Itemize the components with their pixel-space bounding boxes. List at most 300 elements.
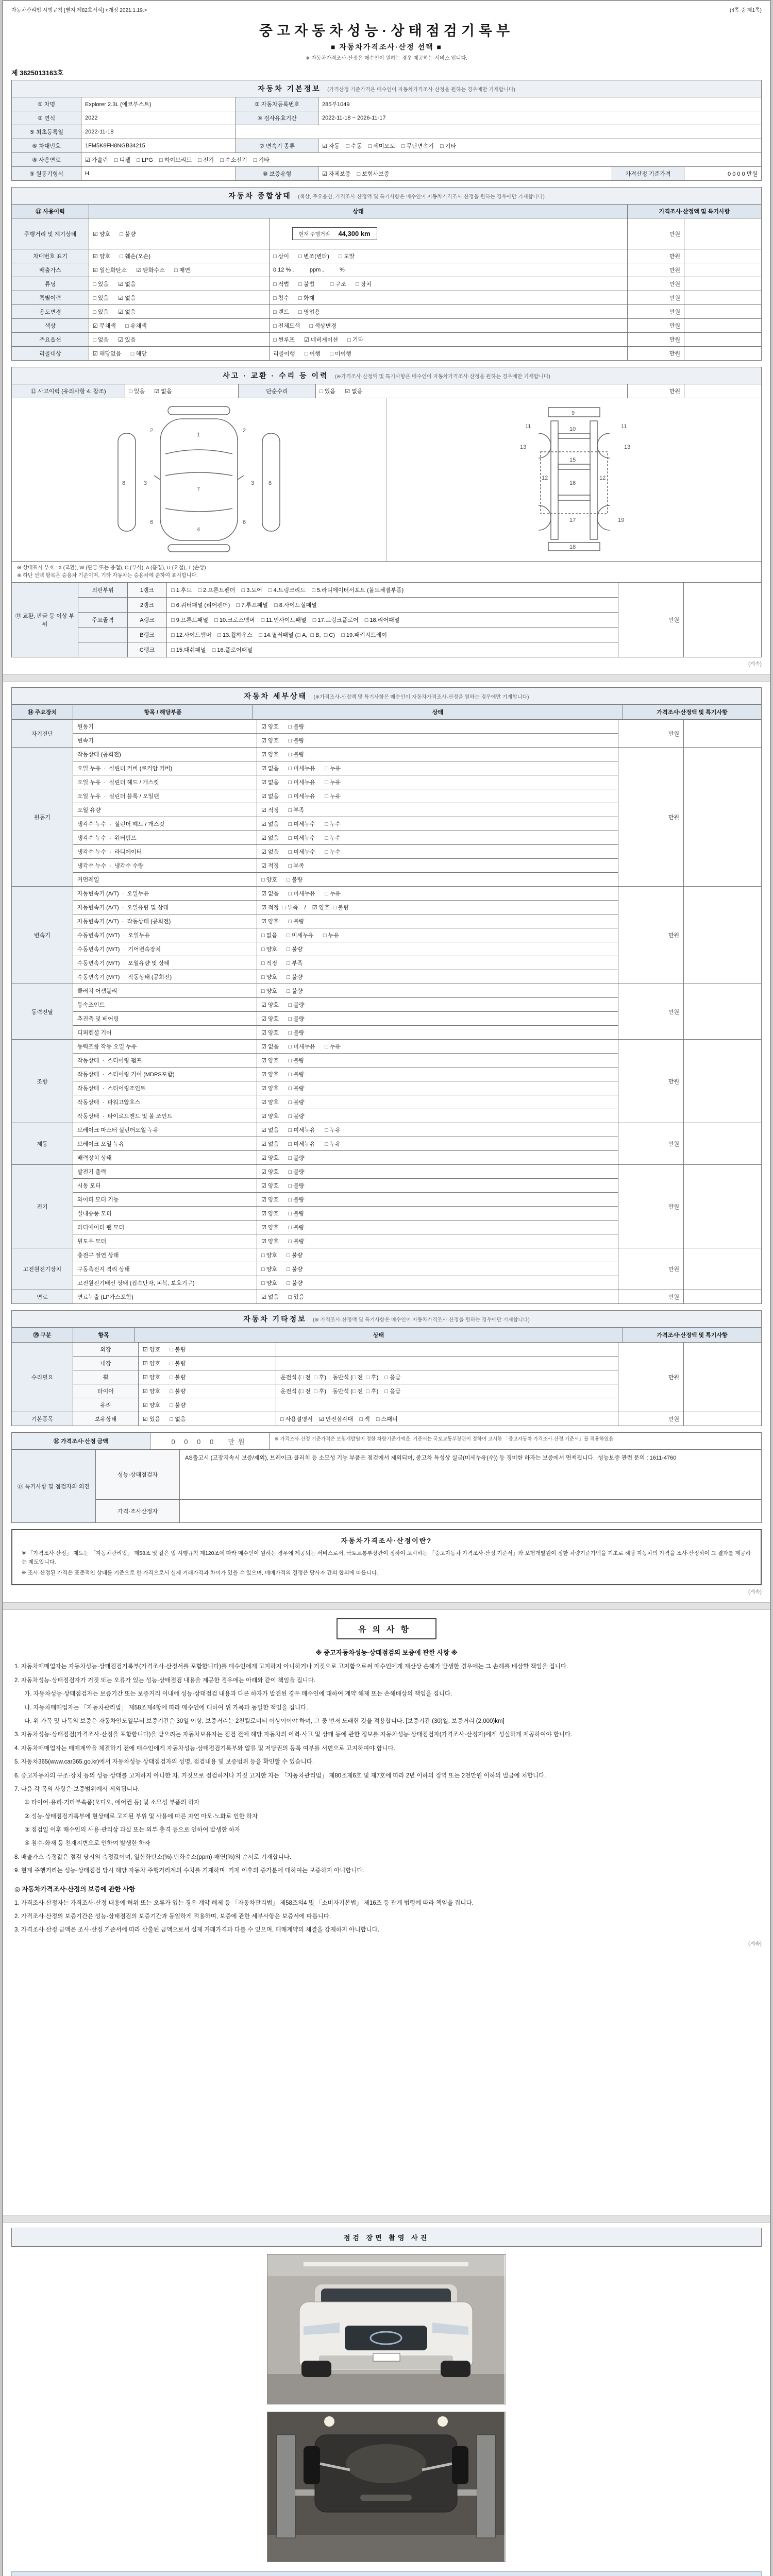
etc-state: ☑ 양호 □ 불량 — [139, 1370, 276, 1384]
row-extra: □ 적법 □ 불법 □ 구조 □ 장치 — [270, 277, 628, 291]
notice-line: 7. 다음 각 목의 사항은 보증범위에서 제외됩니다. — [14, 1786, 140, 1792]
detail-state: ☑ 양호 □ 불량 — [261, 1113, 305, 1120]
detail-row — [73, 887, 618, 901]
row-note — [684, 333, 761, 347]
etc-col-item: 항목 — [73, 1328, 135, 1342]
notice-line: 다. 위 가목 및 나목의 보증은 자동차인도일부터 보증기간은 30일 이상, 보증거리는 2천킬로미터 이상이어야 하며, 그 중 먼저 도래한 것을 적용합니다. [보증기간 (30)일, 보증거리 (2,000)km] — [14, 1718, 505, 1724]
detail-state: ☑ 양호 □ 불량 — [261, 1155, 305, 1161]
car-underbody-icon — [463, 402, 685, 557]
detail-item: 브레이크 오일 누유 — [73, 1137, 257, 1150]
row-price: 만원 — [627, 305, 684, 319]
row-state: □ 있음 ☑ 없음 — [89, 305, 270, 319]
notice-line: ③ 점검일 이후 매수인의 사용·관리상 과실 또는 외부 충격 등으로 인하여 발생한 하자 — [14, 1827, 241, 1834]
warranty-value: ☑ 자체보증 □ 보험사보증 — [318, 167, 612, 181]
detail-row — [73, 734, 618, 747]
detail-item: 작동상태 · 파워고압호스 — [73, 1095, 257, 1109]
etc-item: 휠 — [73, 1370, 139, 1384]
detail-row — [73, 1179, 618, 1193]
detail-item: 자동변속기 (A/T) · 오일누유 — [73, 887, 257, 900]
odometer-cell — [270, 218, 628, 249]
continued-marker: (계속) — [748, 662, 762, 667]
document-sheet — [3, 0, 770, 2576]
detail-section-engine: 원동기 작동상태 (공회전) ☑ 양호 □ 불량 오일 누유 · 실린더 커버 (로커암 커버) ☑ 없음 □ 미세누유 □ 누유 오일 누유 · 실린더 헤드 / 개스킷 ☑ 없음 □ 미세누유 □ 누유 오일 누유 · 실린더 블록 / 오일팬 ☑ 없음 □ 미세누유 □ 누유 오일 유량 ☑ 적정 □ 부족 냉각수 누수 · 실린더 헤드 / 개스킷 ☑ 없음 □ 미세누수 □ 누수 냉각수 누수 · 워터펌프 ☑ 없음 □ 미세누수 □ 누수 냉각수 누수 · 라디에이터 ☑ 없음 □ 미세누수 □ 누수 냉각수 누수 · 냉각수 수량 ☑ 적정 □ 부족 커먼레일 □ 양호 □ 불량 만원 — [11, 748, 762, 887]
engine-type-value: H — [81, 167, 236, 181]
row-extra: □ 침수 □ 화재 — [270, 291, 628, 305]
detail-state: ☑ 양호 □ 불량 — [261, 1002, 305, 1008]
detail-item: 수동변속기 (M/T) · 오일누유 — [73, 928, 257, 942]
detail-item: 오일 유량 — [73, 803, 257, 817]
etc-extra: 운전석 (□ 전 □ 후) 동반석 (□ 전 □ 후) □ 응급 — [280, 1375, 401, 1381]
etc-section-basic-items: 기본품목 보유상태 ☑ 있음 □ 없음 □ 사용설명서 ☑ 안전삼각대 □ 잭 □ 스패너 만원 — [11, 1412, 762, 1426]
svg-text:12: 12 — [541, 475, 548, 481]
table-row — [12, 263, 762, 277]
detail-row — [73, 1221, 618, 1234]
transmission-value: ☑ 자동 □ 수동 □ 세미오토 □ 무단변속기 □ 기타 — [318, 139, 762, 153]
appraiser-name-label: 가격·조사산정자 — [96, 1500, 180, 1522]
row-extra: □ 썬루프 ☑ 네비게이션 □ 기타 — [270, 333, 628, 347]
detail-state: ☑ 없음 □ 미세누유 □ 누유 — [261, 1141, 341, 1147]
row-extra: 리콜이행 □ 이행 □ 미이행 — [270, 347, 628, 361]
detail-item: 자동변속기 (A/T) · 오일유량 및 상태 — [73, 901, 257, 914]
page-gap — [3, 674, 770, 682]
reg-no-value: 285부1049 — [318, 97, 762, 111]
detail-item: 와이퍼 모터 기능 — [73, 1193, 257, 1206]
detail-section-transmission: 변속기 자동변속기 (A/T) · 오일누유 ☑ 없음 □ 미세누유 □ 누유 자동변속기 (A/T) · 오일유량 및 상태 ☑ 적정 □ 부족 / ☑ 양호 □ 불량 자동변속기 (A/T) · 작동상태 (공회전) ☑ 양호 □ 불량 수동변속기 (M/T) · 오일누유 □ 없음 □ 미세누유 □ 누유 수동변속기 (M/T) · 기어변속장치 □ 양호 □ 불량 수동변속기 (M/T) · 오일유량 및 상태 □ 적정 □ 부족 수동변속기 (M/T) · 작동상태 (공회전) □ 양호 □ 불량 만원 — [11, 887, 762, 984]
detail-item: 구동축전지 격리 상태 — [73, 1262, 257, 1276]
detail-state: ☑ 없음 □ 미세누수 □ 누수 — [261, 835, 341, 841]
panel-category — [78, 628, 128, 642]
detail-item: 수동변속기 (M/T) · 작동상태 (공회전) — [73, 970, 257, 984]
notice-price-head: ◎ 자동차가격조사·산정의 보증에 관한 사항 — [14, 1885, 136, 1893]
col-item: 항목 / 해당부품 — [73, 705, 253, 719]
detail-item: 배력장치 상태 — [73, 1151, 257, 1164]
row-state: ☑ 해당없음 □ 해당 — [89, 347, 270, 361]
detail-item: 냉각수 누수 · 실린더 헤드 / 개스킷 — [73, 817, 257, 831]
detail-item: 오일 누유 · 실린더 헤드 / 개스킷 — [73, 775, 257, 789]
detail-item: 충전구 절연 상태 — [73, 1248, 257, 1262]
simple-repair-label: 단순수리 — [239, 384, 316, 398]
detail-row — [73, 1248, 618, 1262]
detail-state: □ 양호 □ 불량 — [261, 1280, 303, 1286]
detail-state: ☑ 없음 □ 미세누유 □ 누유 — [261, 1044, 341, 1050]
detail-note-cell — [683, 887, 761, 984]
etc-item: 유리 — [73, 1398, 139, 1412]
panel-category — [78, 598, 128, 612]
row-price: 만원 — [627, 249, 684, 263]
vin-label: ⑥ 차대번호 — [12, 139, 81, 153]
svg-text:9: 9 — [571, 410, 575, 416]
etc-note: (※ 가격조사·산정액 및 특기사항은 매수인이 자동차가격조사·산정을 원하는 경우에만 기재합니다) — [313, 1317, 530, 1323]
svg-text:11: 11 — [620, 423, 627, 430]
panel-rank: 2랭크 — [128, 598, 167, 612]
composite-table — [11, 204, 762, 361]
etc-extra — [276, 1398, 618, 1412]
fuel-label: ⑧ 사용연료 — [12, 153, 81, 167]
detail-note-cell — [683, 1290, 761, 1303]
simple-repair-state: □ 있음 ☑ 없음 — [316, 384, 628, 398]
detail-item: 오일 누유 · 실린더 블록 / 오일팬 — [73, 789, 257, 803]
inspector-opinion-text: AS출고시 (고장지속시 보증/제외), 브레이크·클러치 등 소모성 기능 부품은 점검에서 제외되며, 중고차 특성상 실금(미세누유(수)) 등 경미한 하자는 보증에서 면책됩니다. 성능보증 관련 문의 : 1611-4760 — [185, 1455, 677, 1461]
car-name-value: Explorer 2.3L (에코부스트) — [81, 97, 236, 111]
table-row — [12, 319, 762, 333]
detail-item: 커먼레일 — [73, 873, 257, 886]
detail-row — [73, 1137, 618, 1151]
detail-item: 오일 누유 · 실린더 커버 (로커암 커버) — [73, 761, 257, 775]
block-notices — [3, 1610, 770, 2215]
detail-row — [73, 1012, 618, 1026]
inspector-name-label: 성능·상태점검자 — [96, 1450, 180, 1499]
col-state: 상태 — [253, 705, 623, 719]
detail-note-cell — [683, 1165, 761, 1248]
notice-line: 9. 현재 주행거리는 성능·상태점검 당시 해당 자동차 주행거리계의 수치를 기재하며, 기재 이후의 증가분에 대하여는 보증하지 아니합니다. — [14, 1868, 364, 1874]
etc-extra: 운전석 (□ 전 □ 후) 동반석 (□ 전 □ 후) □ 응급 — [280, 1388, 401, 1395]
appraiser-opinion-text — [180, 1500, 761, 1522]
notice-line: ④ 침수·화재 등 천재지변으로 인하여 발생한 하자 — [14, 1840, 150, 1847]
detail-price: 만원 — [618, 1123, 683, 1164]
row-label: 차대번호 표기 — [12, 249, 89, 263]
panel-rank-row — [78, 628, 618, 642]
etc-title: 자동차 기타정보 (※ 가격조사·산정액 및 특기사항은 매수인이 자동차가격조사·산정을 원하는 경우에만 기재합니다) — [11, 1310, 762, 1327]
detail-row — [73, 803, 618, 817]
accident-note: (※가격조사·산정액 및 특기사항은 매수인이 자동차가격조사·산정을 원하는 경우에만 기재합니다) — [334, 374, 550, 380]
svg-text:2: 2 — [243, 428, 246, 434]
svg-text:12: 12 — [599, 475, 606, 481]
svg-text:8: 8 — [268, 480, 272, 486]
detail-item: 작동상태 · 스티어링 기어 (MDPS포함) — [73, 1067, 257, 1081]
etc-extra — [276, 1357, 618, 1370]
detail-state: □ 양호 □ 불량 — [261, 988, 303, 994]
notice-line: ① 타이어·유리·기타부속품(오디오, 에어컨 등) 및 소모성 부품의 하자 — [14, 1800, 200, 1806]
base-price-label: 가격산정 기준가격 — [612, 167, 684, 181]
panel-damage-table — [11, 583, 762, 657]
photo-section-title: 점검 장면 촬영 사진 — [11, 2228, 762, 2247]
row-note — [684, 263, 761, 277]
detail-state: ☑ 양호 □ 불량 — [261, 1197, 305, 1203]
panel-rank: A랭크 — [128, 613, 167, 627]
detail-row — [73, 859, 618, 873]
table-row — [12, 277, 762, 291]
panel-category: 외판부위 — [78, 583, 128, 597]
accident-note-cell — [684, 384, 762, 398]
detail-item: 냉각수 누수 · 워터펌프 — [73, 831, 257, 844]
detail-item: 작동상태 · 스티어링조인트 — [73, 1081, 257, 1095]
notice-line: 4. 자동차매매업자는 매매계약을 체결하기 전에 매수인에게 자동차성능·상태점검기록부와 압류 및 저당권의 등록 여부를 서면으로 고지하여야 합니다. — [14, 1745, 395, 1752]
detail-state: ☑ 없음 □ 미세누유 □ 누유 — [261, 793, 341, 800]
detail-price: 만원 — [618, 720, 683, 747]
detail-state: ☑ 적정 □ 부족 — [261, 863, 305, 869]
detail-item: 실내송풍 모터 — [73, 1207, 257, 1220]
notice-line: 3. 자동차성능·상태점검(가격조사·산정을 포함합니다)을 받으려는 자동차보유자는 점검 전에 해당 자동차의 이력·사고 및 상태 등에 관한 정보를 자동차성능·상태점검자(가격조사·산정자)에게 성실하게 제공하여야 합니다. — [14, 1732, 573, 1738]
detail-title: 자동차 세부상태 (※가격조사·산정액 및 특기사항은 매수인이 자동차가격조사·산정을 원하는 경우에만 기재합니다) — [11, 687, 762, 704]
detail-state: ☑ 양호 □ 불량 — [261, 919, 305, 925]
odometer-label: 현재 주행거리 — [298, 232, 330, 238]
svg-text:18: 18 — [569, 544, 576, 550]
detail-section-powertrain: 동력전달 클러치 어셈블리 □ 양호 □ 불량 등속조인트 ☑ 양호 □ 불량 추진축 및 베어링 ☑ 양호 □ 불량 디퍼렌셜 기어 ☑ 양호 □ 불량 만원 — [11, 984, 762, 1040]
detail-price: 만원 — [618, 748, 683, 886]
detail-row — [73, 1165, 618, 1179]
inspect-label: ④ 검사유효기간 — [236, 111, 318, 125]
basic-info-table — [11, 97, 762, 181]
etc-col-state: 상태 — [135, 1328, 623, 1342]
col-usage-history: ⑪ 사용이력 — [12, 205, 89, 218]
detail-row — [73, 873, 618, 886]
panel-rank: C랭크 — [128, 642, 167, 657]
svg-text:11: 11 — [525, 423, 531, 430]
notice-line: 나. 자동차매매업자는 「자동차관리법」 제58조제4항에 따라 매수인에 대하여 위 가목과 동일한 책임을 집니다. — [14, 1704, 308, 1711]
detail-price: 만원 — [618, 1290, 683, 1303]
accident-title: 사고 · 교환 · 수리 등 이력 (※가격조사·산정액 및 특기사항은 매수인이 자동차가격조사·산정을 원하는 경우에만 기재합니다) — [11, 367, 762, 384]
etc-col-device: ⑮ 구분 — [12, 1328, 73, 1342]
year-label: ② 연식 — [12, 111, 81, 125]
table-row — [12, 291, 762, 305]
signature-panel — [11, 2571, 762, 2576]
etc-price: 만원 — [618, 1412, 683, 1426]
odometer-box — [292, 227, 377, 240]
row-extra: □ 렌트 □ 영업용 — [270, 305, 628, 319]
svg-text:3: 3 — [251, 480, 255, 486]
detail-state: ☑ 없음 □ 미세누수 □ 누수 — [261, 821, 341, 827]
panel-items: □ 9.프론트패널 □ 10.크로스멤버 □ 11.인사이드패널 □ 17.트렁크플로어 □ 18.리어패널 — [171, 617, 400, 623]
etc-note-cell — [683, 1343, 761, 1412]
row-label: 배출가스 — [12, 263, 89, 277]
col-device: ⑭ 주요장치 — [12, 705, 73, 719]
detail-item: 추진축 및 베어링 — [73, 1012, 257, 1025]
panel-rank-row — [78, 642, 618, 657]
panel-rank-row — [78, 598, 618, 613]
row-price: 만원 — [627, 333, 684, 347]
document-subtitle: ■ 자동차가격조사·산정 선택 ■ — [330, 43, 442, 51]
car-top-view-icon — [88, 402, 310, 557]
detail-row — [73, 1262, 618, 1276]
etc-row — [73, 1357, 618, 1370]
etc-row — [73, 1370, 618, 1384]
page-gap — [3, 2215, 770, 2223]
etc-item: 보유상태 — [73, 1412, 139, 1426]
car-diagrams — [11, 398, 762, 562]
detail-state: □ 적정 □ 부족 — [261, 960, 303, 967]
detail-state: ☑ 양호 □ 불량 — [261, 1169, 305, 1175]
detail-price: 만원 — [618, 984, 683, 1039]
notice-price-line: 3. 가격조사·산정 금액은 조사·산정 기준서에 따라 산출된 금액으로서 실제 거래가격과 다를 수 있으며, 매매계약의 체결을 강제하지 아니합니다. — [14, 1927, 379, 1934]
notice-line: 6. 중고자동차의 구조·장치 등의 성능·상태를 고지하지 아니한 자, 거짓으로 점검하거나 거짓 고지한 자는 「자동차관리법」 제80조제6호 및 제7호에 따라 2년 이하의 징역 또는 2천만원 이하의 벌금에 처합니다. — [14, 1772, 546, 1779]
detail-row — [73, 1095, 618, 1109]
notice-line: 5. 자동차365(www.car365.go.kr)에서 자동차성능·상태점검자의 성명, 점검내용 및 보증범위 등을 확인할 수 있습니다. — [14, 1759, 314, 1766]
panel-items: □ 15.대쉬패널 □ 16.플로어패널 — [171, 647, 253, 653]
row-label: 용도변경 — [12, 305, 89, 319]
detail-row — [73, 1067, 618, 1081]
detail-price: 만원 — [618, 887, 683, 984]
row-label: 색상 — [12, 319, 89, 333]
row-label: 특별이력 — [12, 291, 89, 305]
detail-state: ☑ 없음 □ 미세누유 □ 누유 — [261, 779, 341, 786]
detail-section-self-diagnosis: 자기진단 원동기 ☑ 양호 □ 불량 변속기 ☑ 양호 □ 불량 만원 — [11, 720, 762, 748]
etc-state: ☑ 양호 □ 불량 — [139, 1398, 276, 1412]
appraisal-amount-label: ⑯ 가격조사·산정 금액 — [12, 1433, 150, 1449]
detail-row — [73, 901, 618, 914]
detail-item: 디퍼렌셜 기어 — [73, 1026, 257, 1039]
notice-line: ② 성능·상태점검기록부에 현상태로 고지된 부위 및 사용에 따른 자연 마모·노화로 인한 하자 — [14, 1813, 258, 1820]
detail-row — [73, 928, 618, 942]
svg-text:6: 6 — [243, 519, 246, 526]
detail-state: ☑ 없음 □ 있음 — [261, 1294, 305, 1300]
detail-row — [73, 748, 618, 761]
detail-row — [73, 1276, 618, 1290]
detail-state: ☑ 없음 □ 미세누유 □ 누유 — [261, 766, 341, 772]
panel-rank: B랭크 — [128, 628, 167, 642]
explainer-text-2: ※ 조사·산정된 가격은 표준적인 상태를 기준으로 한 가격으로서 실제 거래가격과 차이가 있을 수 있으며, 매매가격의 결정은 당사자 간의 합의에 따릅니다. — [22, 1569, 379, 1576]
detail-item: 라디에이터 팬 모터 — [73, 1221, 257, 1234]
etc-item: 외장 — [73, 1343, 139, 1356]
continued-marker: (계속) — [748, 1589, 762, 1596]
vin-value: 1FM5K8FH8NGB34215 — [81, 139, 236, 153]
detail-row — [73, 1234, 618, 1248]
detail-price: 만원 — [618, 1248, 683, 1290]
detail-row — [73, 1290, 618, 1303]
subtitle-note: ※ 자동차가격조사·산정은 매수인이 원하는 경우 제공하는 서비스 입니다. — [305, 56, 468, 61]
detail-note-cell — [683, 720, 761, 747]
panel-items: □ 1.후드 □ 2.프론트펜더 □ 3.도어 □ 4.트렁크리드 □ 5.라디에이터서포트 (볼트체결부품) — [171, 587, 404, 594]
etc-extra — [276, 1343, 618, 1356]
row-state: ☑ 양호 □ 훼손(오손) — [89, 249, 270, 263]
detail-row — [73, 845, 618, 859]
col-state: 상태 — [89, 205, 628, 218]
basic-info-title: 자동차 기본정보 (가격산정 기준가격은 매수인이 자동차가격조사·산정을 원하는 경우에만 기재합니다) — [11, 80, 762, 97]
detail-state: ☑ 양호 □ 불량 — [261, 1099, 305, 1106]
detail-item: 동력조향 작동 오일 누유 — [73, 1040, 257, 1053]
detail-price: 만원 — [618, 1165, 683, 1248]
etc-extra: □ 사용설명서 ☑ 안전삼각대 □ 잭 □ 스패너 — [280, 1416, 398, 1422]
svg-text:2: 2 — [150, 428, 154, 434]
svg-text:16: 16 — [569, 480, 576, 486]
detail-item: 수동변속기 (M/T) · 기어변속장치 — [73, 942, 257, 956]
detail-row — [73, 831, 618, 845]
page-marker: (4쪽 중 제1쪽) — [730, 8, 762, 13]
detail-state: □ 양호 □ 불량 — [261, 974, 303, 980]
accident-table — [11, 384, 762, 398]
detail-row — [73, 1193, 618, 1207]
panel-damage-label: ⑬ 교환, 판금 등 이상 부위 — [12, 583, 78, 657]
detail-state: ☑ 양호 □ 불량 — [261, 1058, 305, 1064]
notice-price-line: 2. 가격조사·산정의 보증기간은 성능·상태점검의 보증기간과 동일하게 적용하며, 보증에 관한 세부사항은 보증서에 따릅니다. — [14, 1913, 331, 1920]
detail-item: 발전기 출력 — [73, 1165, 257, 1178]
detail-state: ☑ 양호 □ 불량 — [261, 1086, 305, 1092]
composite-note: (색상, 주요옵션, 가격조사·산정액 및 특기사항은 매수인이 자동차가격조사·산정을 원하는 경우에만 기재합니다) — [298, 194, 545, 200]
row-price: 만원 — [627, 263, 684, 277]
detail-item: 등속조인트 — [73, 998, 257, 1011]
etc-item: 타이어 — [73, 1384, 139, 1398]
composite-title: 자동차 종합상태 (색상, 주요옵션, 가격조사·산정액 및 특기사항은 매수인이 자동차가격조사·산정을 원하는 경우에만 기재합니다) — [11, 187, 762, 204]
detail-state: ☑ 없음 □ 미세누유 □ 누유 — [261, 1127, 341, 1133]
row-state: □ 있음 ☑ 없음 — [89, 277, 270, 291]
detail-item: 연료누출 (LP가스포함) — [73, 1290, 257, 1303]
detail-item: 냉각수 누수 · 라디에이터 — [73, 845, 257, 858]
etc-col-price: 가격조사·산정액 및 특기사항 — [657, 1332, 728, 1338]
col-price: 가격조사·산정액 및 특기사항 — [657, 709, 728, 716]
svg-text:13: 13 — [624, 444, 630, 450]
row-extra: 0.12 % , ppm , % — [270, 263, 628, 277]
detail-state: □ 양호 □ 불량 — [261, 946, 303, 953]
detail-item: 냉각수 누수 · 냉각수 수량 — [73, 859, 257, 872]
detail-item: 변속기 — [73, 734, 257, 747]
row-price: 만원 — [627, 277, 684, 291]
notice-line: 2. 자동차성능·상태점검자가 거짓 또는 오류가 있는 성능·상태점검 내용을 제공한 경우에는 아래와 같이 책임을 집니다. — [14, 1677, 316, 1684]
detail-note-cell — [683, 1040, 761, 1123]
detail-item: 클러치 어셈블리 — [73, 984, 257, 997]
detail-state: ☑ 양호 □ 불량 — [261, 738, 305, 744]
opinion-row-inspector — [96, 1450, 761, 1500]
etc-row — [73, 1343, 618, 1357]
detail-state: ☑ 없음 □ 미세누유 □ 누유 — [261, 891, 341, 897]
row-label: 주행거리 및 계기상태 — [12, 218, 89, 249]
detail-section-steering: 조향 동력조향 작동 오일 누유 ☑ 없음 □ 미세누유 □ 누유 작동상태 · 스티어링 펌프 ☑ 양호 □ 불량 작동상태 · 스티어링 기어 (MDPS포함) ☑ 양호 □ 불량 작동상태 · 스티어링조인트 ☑ 양호 □ 불량 작동상태 · 파워고압호스 ☑ 양호 □ 불량 작동상태 · 타이로드엔드 및 볼 조인트 ☑ 양호 □ 불량 만원 — [11, 1040, 762, 1123]
inspect-value: 2022-11-18 ~ 2026-11-17 — [318, 111, 762, 125]
col-price-note: 가격조사·산정액 및 특기사항 — [627, 205, 761, 218]
row-note — [684, 319, 761, 333]
exterior-panel-diagram — [12, 398, 386, 561]
opinion-row-appraiser — [96, 1500, 761, 1522]
svg-text:6: 6 — [150, 519, 154, 526]
svg-text:8: 8 — [122, 480, 126, 486]
panel-category — [78, 642, 128, 657]
table-row — [12, 333, 762, 347]
detail-item: 작동상태 · 스티어링 펌프 — [73, 1054, 257, 1067]
detail-item: 자동변속기 (A/T) · 작동상태 (공회전) — [73, 914, 257, 928]
detail-item: 작동상태 · 타이로드엔드 및 볼 조인트 — [73, 1109, 257, 1123]
svg-text:1: 1 — [197, 432, 200, 438]
reg-no-label: ③ 자동차등록번호 — [236, 97, 318, 111]
inspector-opinion-table — [11, 1450, 762, 1523]
detail-note-cell — [683, 1248, 761, 1290]
table-row — [12, 347, 762, 361]
detail-row — [73, 1207, 618, 1221]
detail-price: 만원 — [618, 1040, 683, 1123]
transmission-label: ⑦ 변속기 종류 — [236, 139, 318, 153]
detail-row — [73, 1054, 618, 1067]
detail-note-cell — [683, 748, 761, 886]
year-value: 2022 — [81, 111, 236, 125]
detail-row — [73, 914, 618, 928]
row-state: □ 있음 ☑ 없음 — [89, 291, 270, 305]
svg-text:13: 13 — [519, 444, 526, 450]
detail-item: 윈도우 모터 — [73, 1234, 257, 1248]
etc-price: 만원 — [618, 1343, 683, 1412]
etc-header — [11, 1327, 762, 1343]
row-state: ☑ 양호 □ 불량 — [89, 218, 270, 249]
detail-state: ☑ 양호 □ 불량 — [261, 752, 305, 758]
detail-row — [73, 942, 618, 956]
notice-line: 가. 자동차성능·상태점검자는 보증기간 또는 보증거리 이내에 성능·상태점검 내용과 다른 하자가 발견된 경우 매수인에 대하여 계약 해제 또는 손해배상의 책임을 집니다. — [14, 1691, 452, 1698]
table-row — [12, 218, 762, 249]
opinion-label: ⑰ 특기사항 및 점검자의 의견 — [12, 1450, 96, 1522]
notice-line: 1. 자동차매매업자는 자동차성능·상태점검기록부(가격조사·산정서를 포함합니다)를 매수인에게 고지하지 아니하거나 거짓으로 고지함으로써 매수인에게 재산상 손해가 발생한 경우에는 그 손해를 배상할 책임을 집니다. — [14, 1664, 568, 1670]
etc-row — [73, 1384, 618, 1398]
etc-state: ☑ 양호 □ 불량 — [139, 1384, 276, 1398]
row-note — [684, 347, 761, 361]
svg-text:7: 7 — [197, 486, 200, 493]
detail-note-cell — [683, 1123, 761, 1164]
detail-row — [73, 1109, 618, 1123]
detail-section-electrical: 전기 발전기 출력 ☑ 양호 □ 불량 시동 모터 ☑ 양호 □ 불량 와이퍼 모터 기능 ☑ 양호 □ 불량 실내송풍 모터 ☑ 양호 □ 불량 라디에이터 팬 모터 ☑ 양호 □ 불량 윈도우 모터 ☑ 양호 □ 불량 만원 — [11, 1165, 762, 1248]
first-reg-value: 2022-11-18 — [81, 125, 236, 139]
document-number: 제 3625013163호 — [11, 69, 64, 77]
detail-state: ☑ 양호 □ 불량 — [261, 1072, 305, 1078]
detail-row — [73, 1026, 618, 1039]
detail-row — [73, 817, 618, 831]
accident-price: 만원 — [628, 384, 684, 398]
svg-text:4: 4 — [197, 527, 200, 533]
inspection-photo-front — [267, 2254, 506, 2404]
detail-section-high-voltage: 고전원전기장치 충전구 절연 상태 □ 양호 □ 불량 구동축전지 격리 상태 □ 양호 □ 불량 고전원전기배선 상태 (접속단자, 피복, 보호기구) □ 양호 □ 불량 만원 — [11, 1248, 762, 1290]
